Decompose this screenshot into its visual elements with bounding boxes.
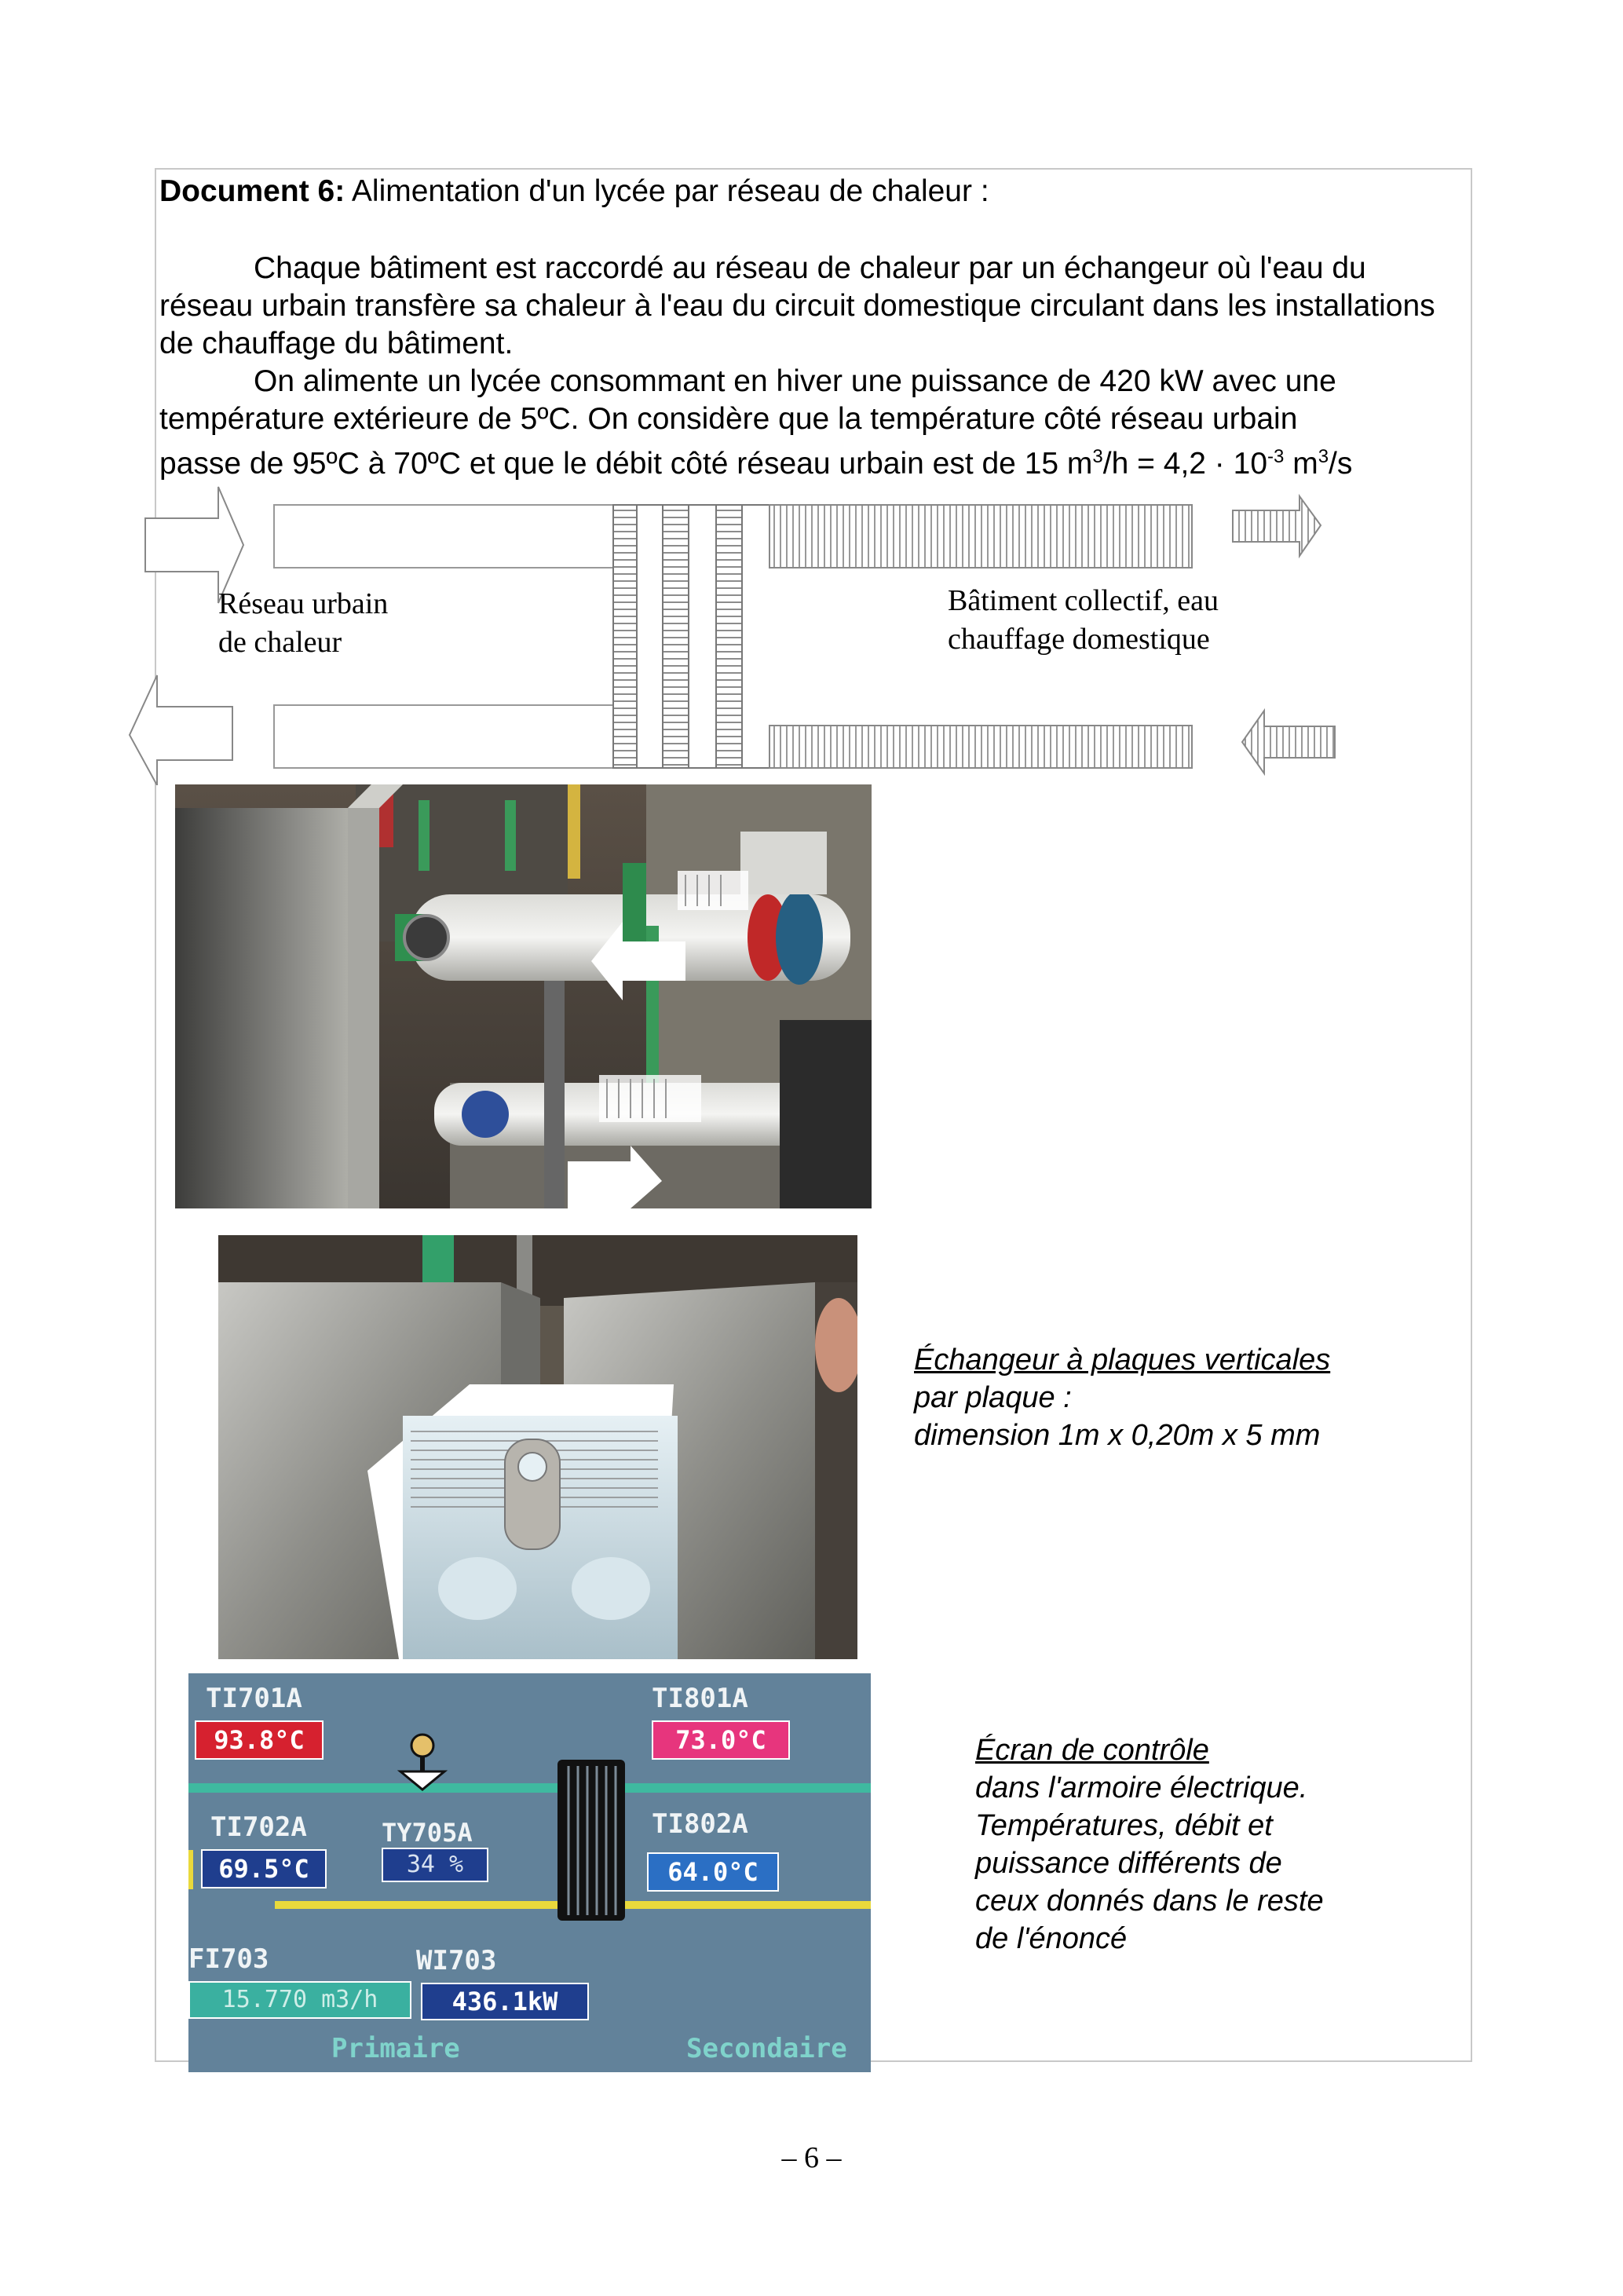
exchanger-plate-1	[613, 505, 637, 768]
label-building-line-1: Bâtiment collectif, eau	[948, 584, 1219, 617]
caption-control-screen	[975, 1731, 1324, 1958]
paragraph-2-line-1: On alimente un lycée consommant en hiver une puissance de 420 kW avec une	[254, 364, 1336, 398]
photo-pipes	[175, 784, 872, 1208]
formula-part-2: /h = 4,2 · 10	[1102, 447, 1268, 481]
caption-control-screen-line-6: de l'énoncé	[975, 1922, 1128, 1955]
photo-exchanger-illustration	[218, 1235, 857, 1659]
page-number: – 6 –	[781, 2141, 842, 2174]
heat-exchange-diagram	[0, 0, 1623, 785]
tag-ti702a: TI702A	[210, 1812, 307, 1843]
formula-part-4: /s	[1329, 447, 1353, 481]
caption-control-screen-line-5: ceux donnés dans le reste	[975, 1885, 1324, 1918]
paragraph-1: Chaque bâtiment est raccordé au réseau de chaleur par un échangeur où l'eau du réseau urbain transfère sa chaleur à l'eau du circuit domestique circulant dans les installations de chauffage du bâtiment.	[159, 251, 1435, 360]
value-fi703: 15.770 m3/h	[188, 1981, 411, 2019]
label-building-line-2: chauffage domestique	[948, 623, 1210, 656]
value-ti702a: 69.5°C	[201, 1849, 327, 1888]
primary-pipe-bottom	[274, 705, 613, 768]
label-building	[948, 582, 1219, 659]
secondary-pipe-bottom	[769, 726, 1192, 768]
caption-exchanger-line-3: dimension 1m x 0,20m x 5 mm	[914, 1419, 1321, 1452]
label-urban-network-line-2: de chaleur	[218, 626, 342, 659]
label-primaire: Primaire	[331, 2033, 460, 2064]
label-secondaire: Secondaire	[686, 2033, 847, 2064]
photo-control-screen	[188, 1673, 871, 2072]
exchanger-plate-2	[663, 505, 689, 768]
tag-wi703: WI703	[416, 1945, 497, 1976]
caption-exchanger	[914, 1341, 1330, 1454]
caption-control-screen-line-2: dans l'armoire électrique.	[975, 1771, 1308, 1804]
tag-ti801a: TI801A	[652, 1683, 748, 1714]
value-ty705a: 34 %	[382, 1848, 488, 1882]
secondary-return-arrow	[1242, 711, 1335, 773]
caption-exchanger-title: Échangeur à plaques verticales	[914, 1344, 1331, 1377]
formula-sup-3: 3	[1318, 446, 1329, 467]
formula-part-1: passe de 95ºC à 70ºC et que le débit côté réseau urbain est de 15 m	[159, 447, 1093, 481]
value-ti801a: 73.0°C	[652, 1720, 790, 1760]
primary-pipe-top	[274, 505, 613, 568]
secondary-outflow-arrow	[1233, 496, 1321, 556]
secondary-pipe-top	[769, 505, 1192, 568]
photo-exchanger	[218, 1235, 857, 1659]
tag-fi703: FI703	[188, 1943, 269, 1975]
photo-pipes-illustration	[175, 784, 872, 1208]
formula-sup-1: 3	[1092, 446, 1103, 467]
outflow-arrow	[130, 675, 232, 785]
tag-ti802a: TI802A	[652, 1808, 748, 1840]
tag-ty705a: TY705A	[382, 1818, 473, 1848]
value-wi703: 436.1kW	[421, 1983, 589, 2020]
tag-ti701a: TI701A	[206, 1683, 302, 1714]
caption-control-screen-line-3: Températures, débit et	[975, 1809, 1273, 1842]
document-title-text: Alimentation d'un lycée par réseau de chaleur :	[345, 174, 989, 208]
caption-control-screen-line-4: puissance différents de	[975, 1847, 1282, 1880]
exchanger-plate-3	[716, 505, 742, 768]
value-ti701a: 93.8°C	[195, 1720, 324, 1760]
formula-sup-2: -3	[1267, 446, 1285, 467]
label-urban-network-line-1: Réseau urbain	[218, 587, 389, 620]
caption-exchanger-line-2: par plaque :	[914, 1381, 1072, 1414]
document-title-label: Document 6:	[159, 174, 345, 208]
formula-part-3: m	[1284, 447, 1318, 481]
label-urban-network	[218, 585, 388, 662]
value-ti802a: 64.0°C	[647, 1852, 779, 1892]
caption-control-screen-title: Écran de contrôle	[975, 1734, 1209, 1767]
paragraph-2-line-2: température extérieure de 5ºC. On considère que la température côté réseau urbain	[159, 402, 1298, 436]
